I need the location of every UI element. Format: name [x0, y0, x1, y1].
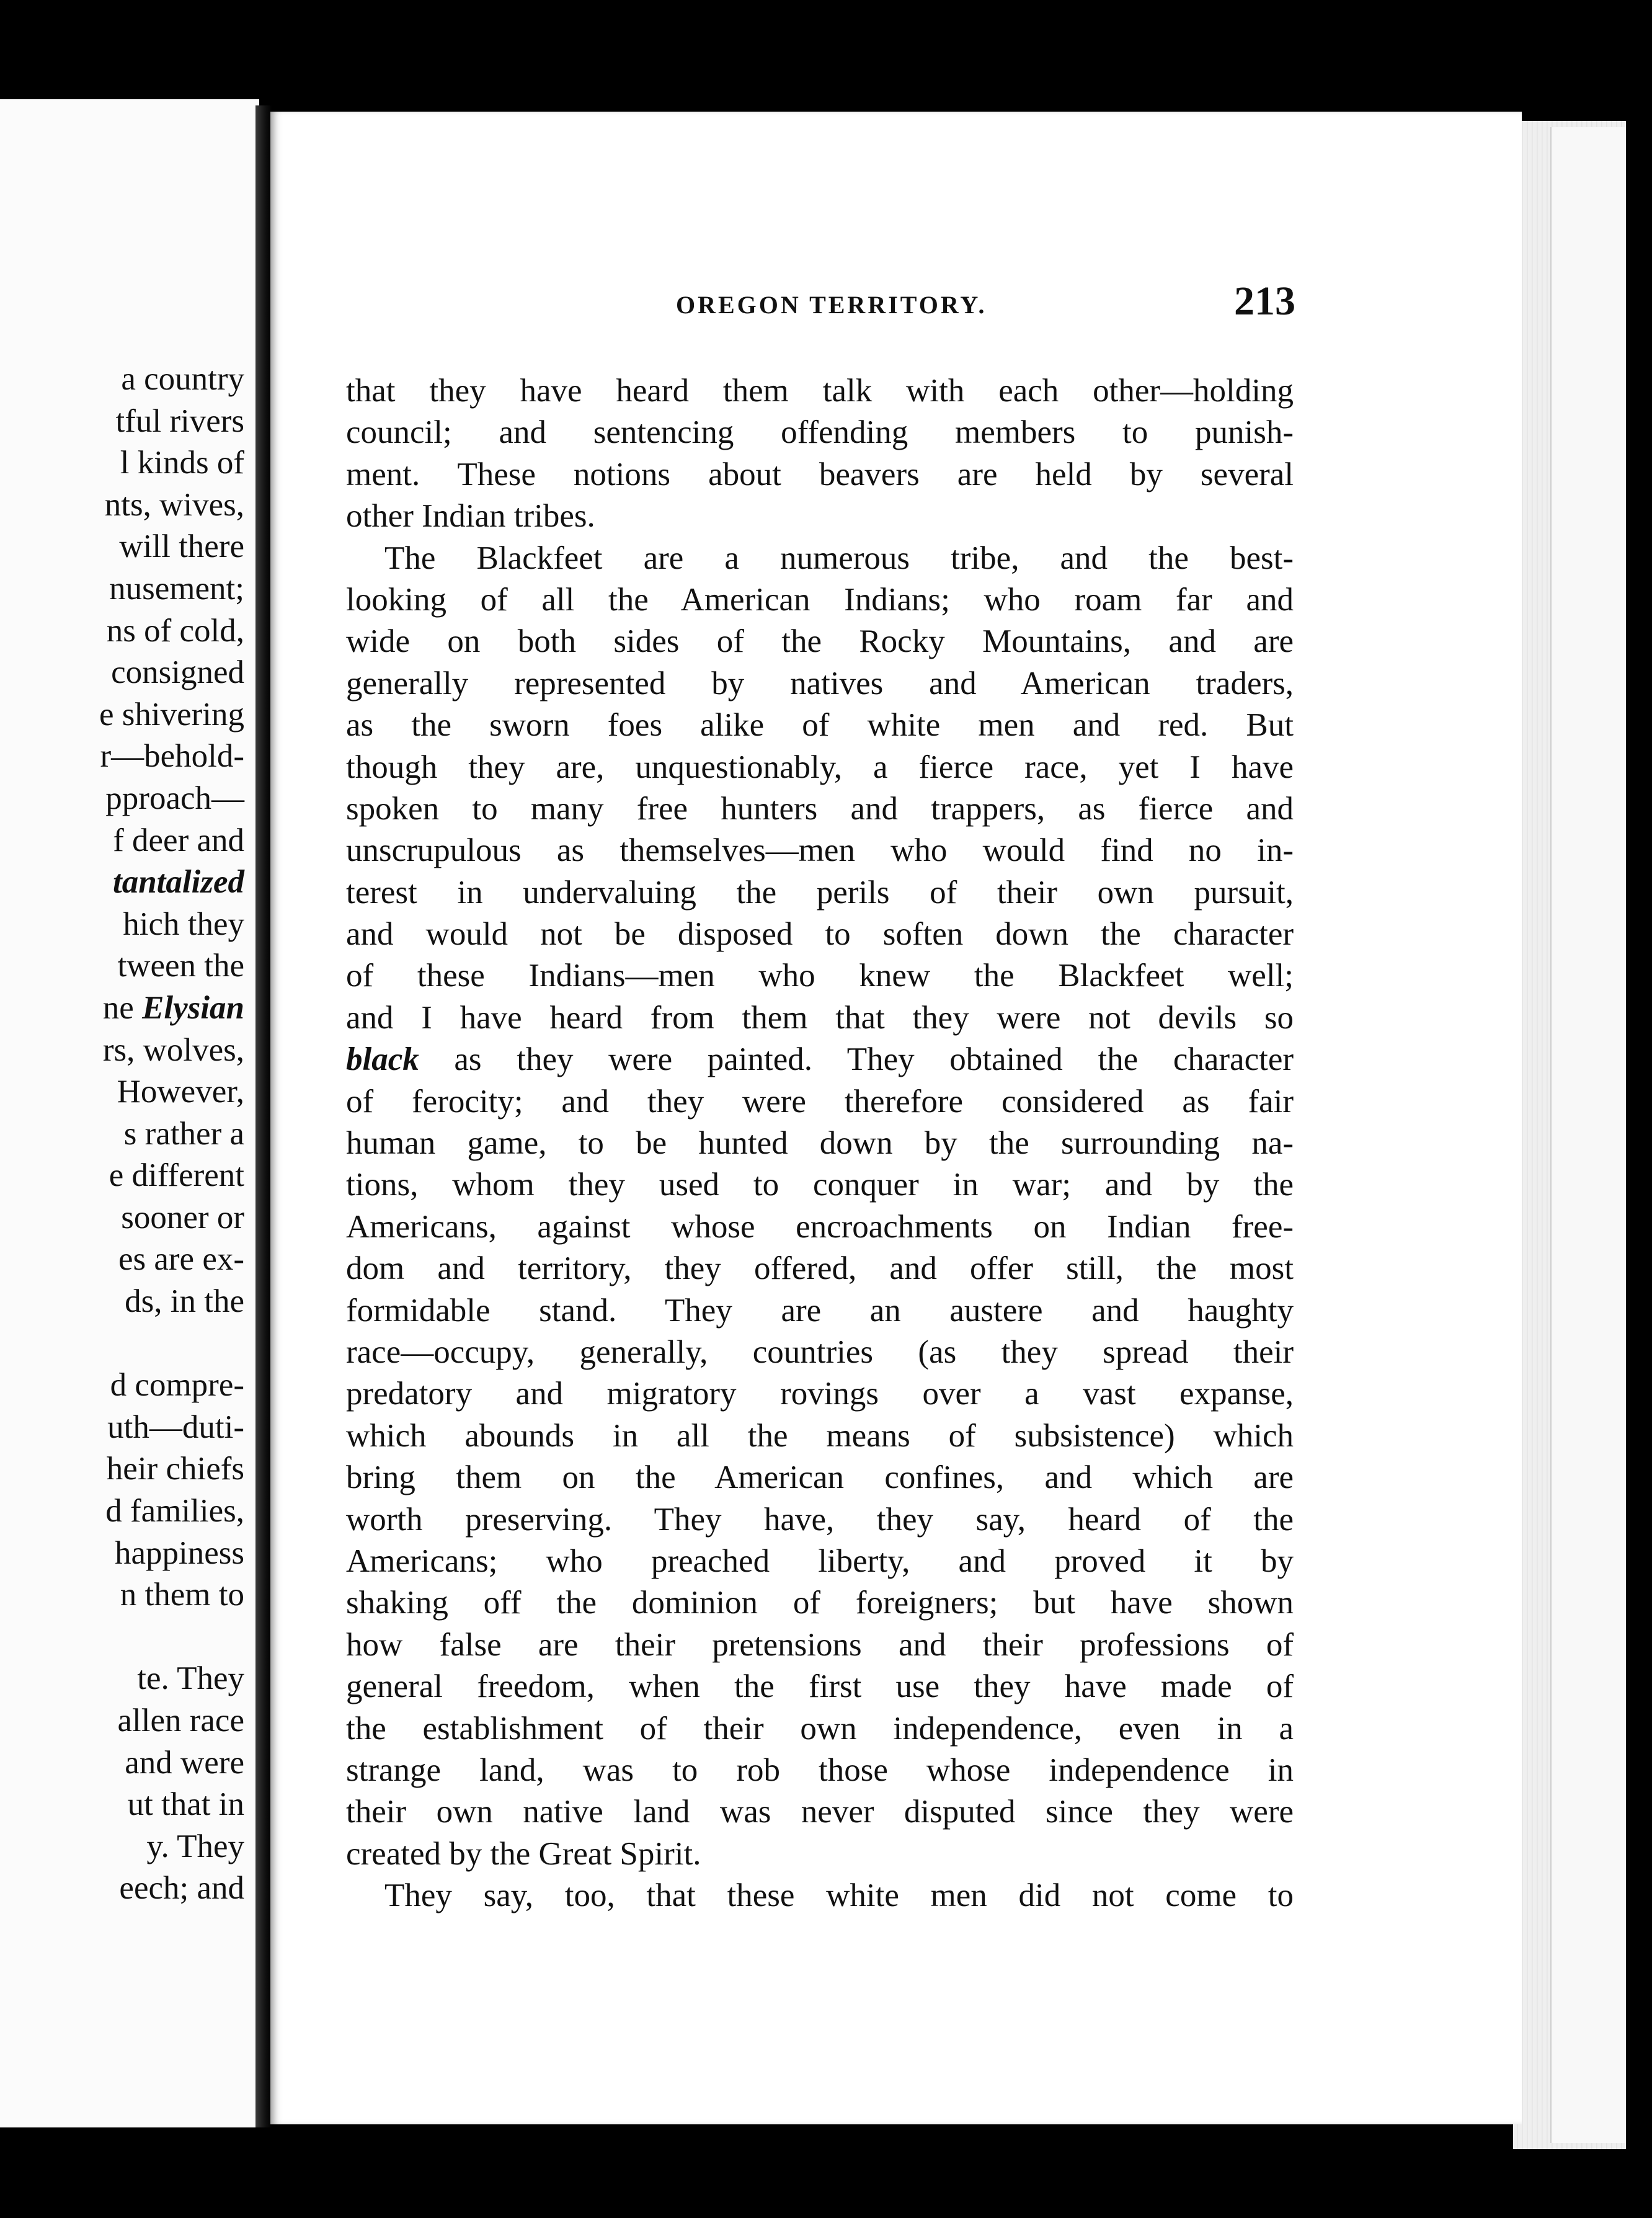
previous-page-line: a country	[121, 361, 244, 397]
previous-page-line: l kinds of	[120, 445, 244, 481]
body-line: which abounds in all the means of subsistence) which	[346, 1417, 1294, 1454]
previous-page-line: and were	[125, 1744, 244, 1781]
body-line: other Indian tribes.	[346, 498, 595, 535]
previous-page-line: ds, in the	[125, 1283, 244, 1320]
previous-page-line: allen race	[117, 1703, 244, 1739]
body-line: that they have heard them talk with each other—holding	[346, 373, 1294, 409]
body-line: unscrupulous as themselves—men who would find no in-	[346, 832, 1294, 869]
page-body-text	[346, 370, 1294, 1917]
previous-page-line: hich they	[123, 906, 244, 942]
previous-page-line: d compre-	[110, 1367, 244, 1404]
body-line: dom and territory, they offered, and offer still, the most	[346, 1250, 1294, 1287]
body-line: and would not be disposed to soften down the character	[346, 916, 1294, 953]
body-line: created by the Great Spirit.	[346, 1835, 701, 1872]
body-line: of ferocity; and they were therefore considered as fair	[346, 1083, 1294, 1120]
previous-page-line: e shivering	[99, 696, 244, 733]
body-line: black as they were painted. They obtained the character	[346, 1041, 1294, 1078]
previous-page-text	[0, 359, 244, 1910]
previous-page-line: es are ex-	[118, 1241, 244, 1278]
body-line: predatory and migratory rovings over a vast expanse,	[346, 1376, 1294, 1412]
previous-page-line: f deer and	[113, 822, 244, 858]
previous-page-line: uth—duti-	[107, 1409, 244, 1445]
body-line: Americans, against whose encroachments on Indian free-	[346, 1208, 1294, 1245]
previous-page-line: heir chiefs	[106, 1451, 244, 1487]
book-gutter	[255, 105, 272, 2127]
body-line: tions, whom they used to conquer in war; and by the	[346, 1167, 1294, 1203]
body-line: their own native land was never disputed since they were	[346, 1794, 1294, 1830]
previous-page-line	[0, 1323, 244, 1365]
body-line: the establishment of their own independence, even in a	[346, 1710, 1294, 1747]
body-line: though they are, unquestionably, a fierce race, yet I have	[346, 749, 1294, 785]
page-edges-outer	[1550, 127, 1625, 2143]
body-line: wide on both sides of the Rocky Mountains, and are	[346, 623, 1294, 660]
previous-page-line: will there	[119, 528, 244, 565]
body-line: looking of all the American Indians; who roam far and	[346, 581, 1294, 618]
previous-page-line: nts, wives,	[104, 486, 244, 523]
previous-page-line: sooner or	[121, 1199, 244, 1236]
previous-page-line: r—behold-	[100, 738, 244, 775]
body-line: and I have heard from them that they were not devils so	[346, 999, 1294, 1036]
body-line: bring them on the American confines, and which are	[346, 1459, 1294, 1496]
previous-page-line: tween the	[117, 948, 244, 984]
body-line: as the sworn foes alike of white men and red. But	[346, 707, 1294, 744]
body-line: human game, to be hunted down by the surrounding na-	[346, 1125, 1294, 1162]
previous-page-line: d families,	[105, 1493, 244, 1530]
previous-page-line: nusement;	[109, 570, 244, 607]
body-line: council; and sentencing offending members to punish-	[346, 414, 1294, 451]
previous-page	[0, 99, 259, 2127]
body-line: The Blackfeet are a numerous tribe, and the best-	[384, 540, 1294, 576]
previous-page-line: eech; and	[119, 1870, 244, 1907]
previous-page-line: n them to	[120, 1577, 244, 1613]
body-line: Americans; who preached liberty, and proved it by	[346, 1543, 1294, 1579]
body-line: spoken to many free hunters and trappers, as fierce and	[346, 790, 1294, 827]
previous-page-line: te. They	[137, 1660, 244, 1697]
previous-page-line: y. They	[146, 1828, 244, 1864]
previous-page-line: ne Elysian	[102, 989, 244, 1026]
running-title: OREGON TERRITORY.	[676, 291, 987, 319]
body-line: They say, too, that these white men did not come to	[384, 1877, 1294, 1914]
italic-word: black	[346, 1041, 419, 1078]
body-line: ment. These notions about beavers are held by several	[346, 456, 1294, 492]
previous-page-line: consigned	[111, 654, 244, 691]
previous-page-line: ut that in	[127, 1786, 244, 1823]
body-line: how false are their pretensions and their professions of	[346, 1626, 1294, 1663]
body-line: terest in undervaluing the perils of their own pursuit,	[346, 874, 1294, 911]
previous-page-line: s rather a	[123, 1115, 244, 1152]
body-line: of these Indians—men who knew the Blackfeet well;	[346, 958, 1294, 994]
body-line: shaking off the dominion of foreigners; but have shown	[346, 1585, 1294, 1621]
body-line: worth preserving. They have, they say, heard of the	[346, 1501, 1294, 1538]
previous-page-line: tful rivers	[115, 403, 244, 439]
previous-page-line: ns of cold,	[106, 612, 244, 649]
previous-page-line: tantalized	[112, 864, 244, 901]
body-line: general freedom, when the first use they have made of	[346, 1668, 1294, 1705]
body-line: race—occupy, generally, countries (as they spread their	[346, 1334, 1294, 1370]
previous-page-line: rs, wolves,	[102, 1031, 244, 1068]
italic-word: Elysian	[142, 989, 244, 1026]
previous-page-line: happiness	[114, 1534, 244, 1571]
previous-page-line: pproach—	[105, 780, 244, 816]
body-line: formidable stand. They are an austere and haughty	[346, 1292, 1294, 1329]
page-number: 213	[1234, 278, 1295, 324]
body-line: strange land, was to rob those whose independence in	[346, 1752, 1294, 1788]
previous-page-line: However,	[117, 1074, 244, 1110]
previous-page-line	[0, 1616, 244, 1659]
body-line: generally represented by natives and American traders,	[346, 665, 1294, 701]
previous-page-line: e different	[109, 1157, 244, 1194]
